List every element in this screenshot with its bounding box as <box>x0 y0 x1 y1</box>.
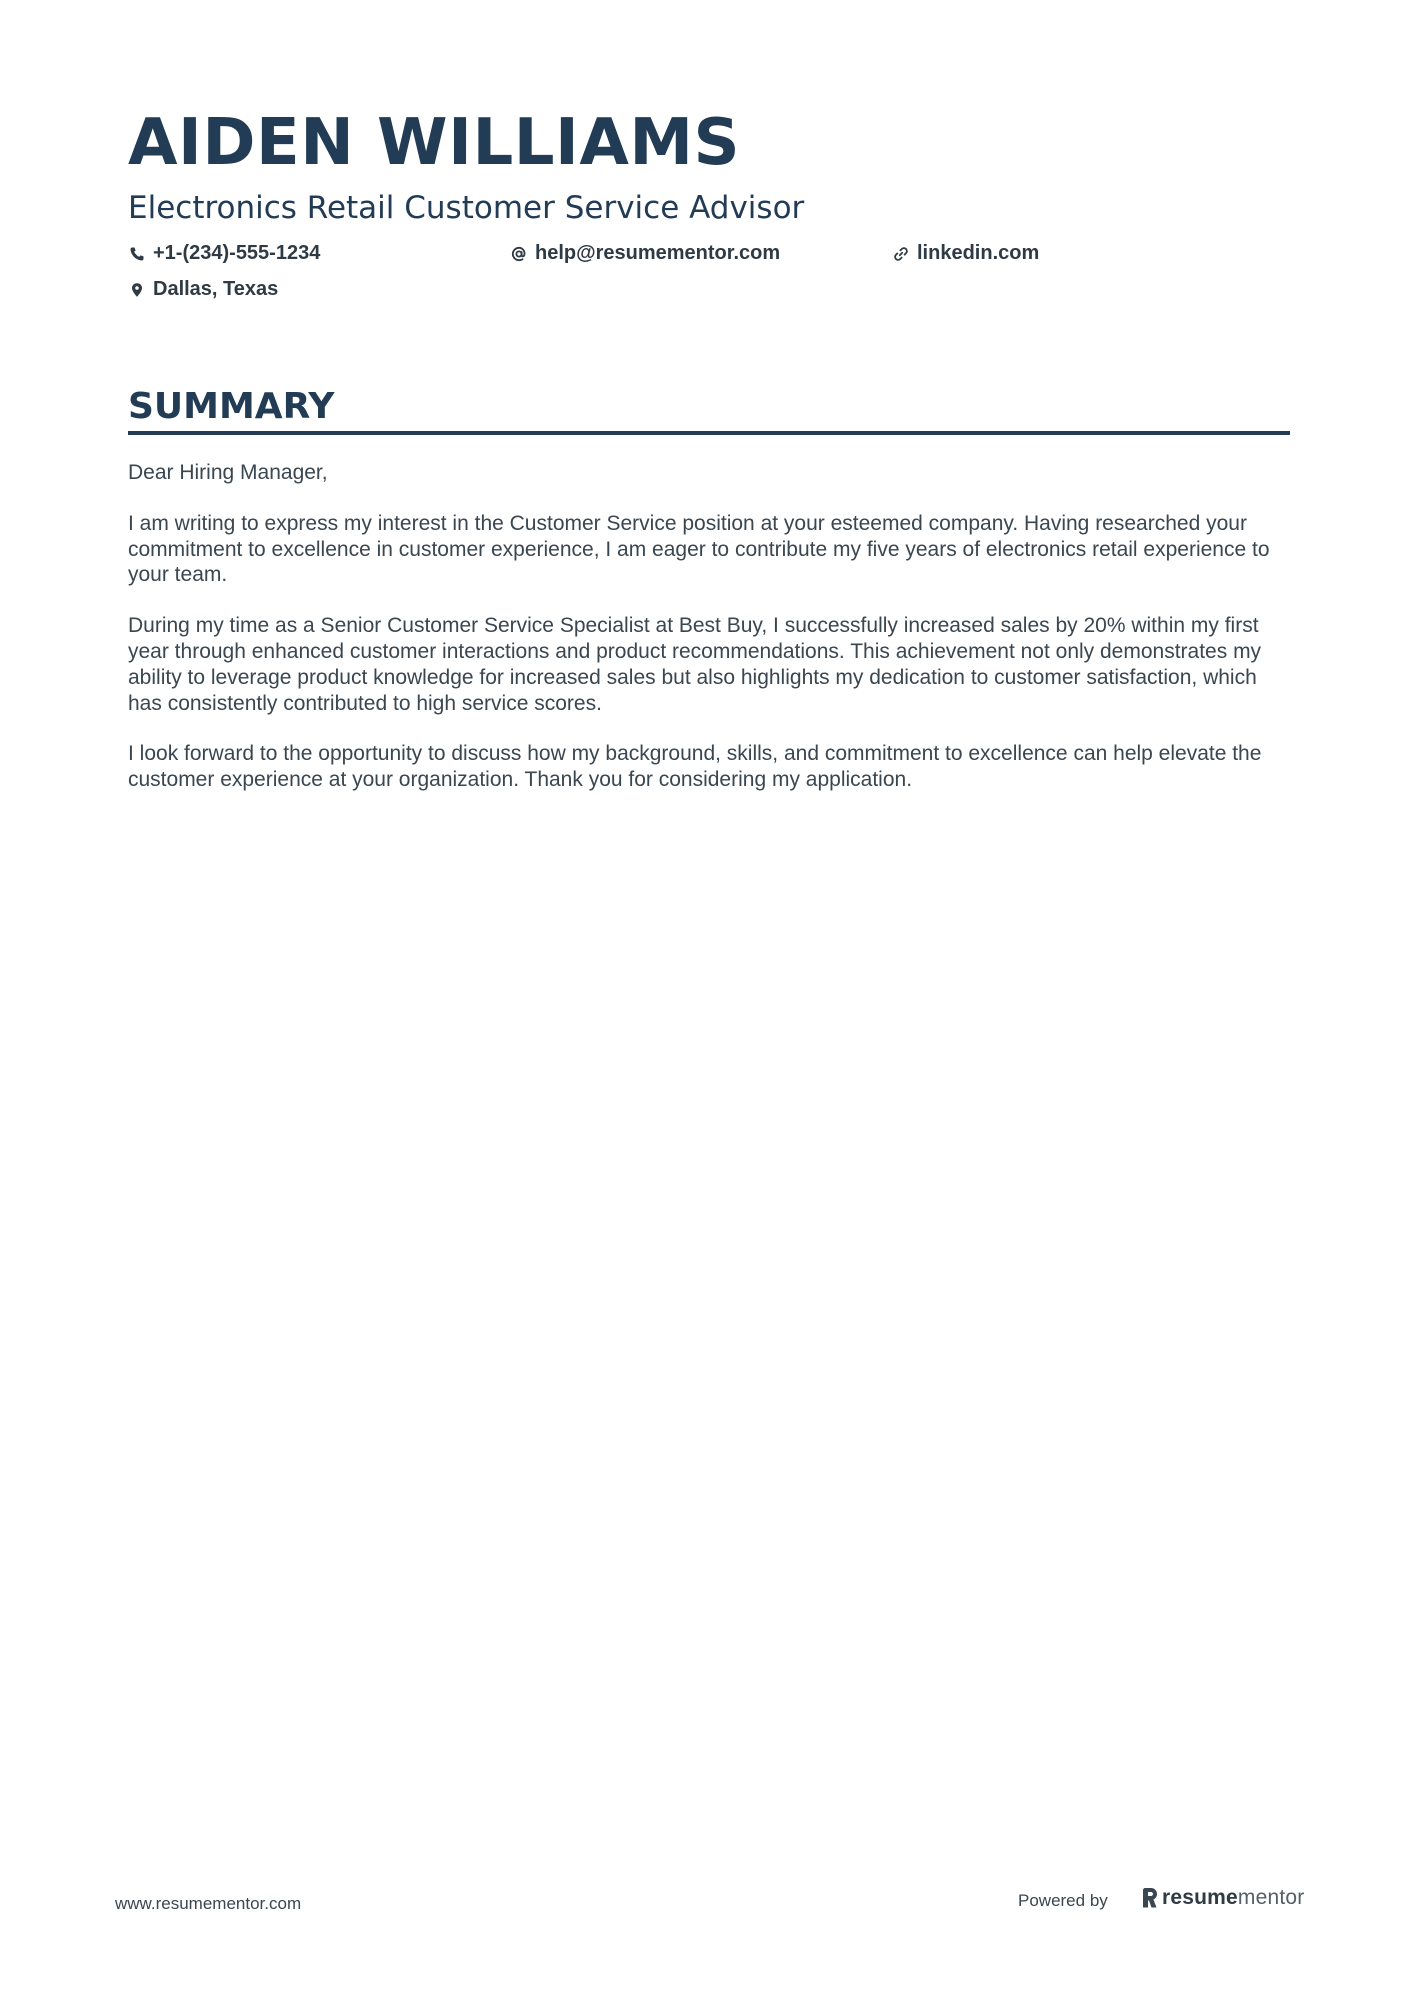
section-divider <box>128 431 1290 435</box>
job-title: Electronics Retail Customer Service Advisor <box>128 190 805 226</box>
footer-website[interactable]: www.resumementor.com <box>115 1894 302 1913</box>
phone-icon <box>128 245 146 263</box>
email-text[interactable]: help@resumementor.com <box>535 242 781 264</box>
location-text: Dallas, Texas <box>153 278 279 300</box>
contact-linkedin[interactable] <box>892 242 1039 265</box>
contact-phone <box>128 242 320 265</box>
resumementor-logo-icon <box>1141 1887 1159 1909</box>
contact-email[interactable] <box>510 242 780 265</box>
contact-location <box>128 278 278 301</box>
letter-greeting: Dear Hiring Manager, <box>128 461 328 484</box>
letter-paragraph: I am writing to express my interest in the Customer Service position at your esteemed company. Having researched your commitment to excellence in customer experience, I am eager to contribute my five years of electronics retail experience to your team. <box>128 511 1270 587</box>
linkedin-text[interactable]: linkedin.com <box>917 242 1040 264</box>
resumementor-logo[interactable] <box>1141 1886 1304 1910</box>
letter-body <box>128 460 1293 818</box>
brand-wordmark <box>1162 1886 1304 1910</box>
at-icon <box>510 245 528 263</box>
phone-text: +1-(234)-555-1234 <box>153 242 321 264</box>
candidate-name: AIDEN WILLIAMS <box>128 106 741 180</box>
letter-paragraph: I look forward to the opportunity to discuss how my background, skills, and commitment to excellence can help elevate the customer experience at your organization. Thank you for considering my application. <box>128 742 1262 792</box>
summary-heading: SUMMARY <box>128 386 335 427</box>
brand-wordmark-bold: resume <box>1162 1886 1238 1909</box>
link-icon <box>892 245 910 263</box>
letter-paragraph: During my time as a Senior Customer Service Specialist at Best Buy, I successfully increased sales by 20% within my first year through enhanced customer interactions and product recommendations. This achievement not only demonstrates my ability to leverage product knowledge for increased sales but also highlights my dedication to customer satisfaction, which has consistently contributed to high service scores. <box>128 614 1262 715</box>
brand-wordmark-light: mentor <box>1237 1886 1305 1909</box>
location-pin-icon <box>128 281 146 299</box>
powered-by-label: Powered by <box>1018 1891 1108 1910</box>
